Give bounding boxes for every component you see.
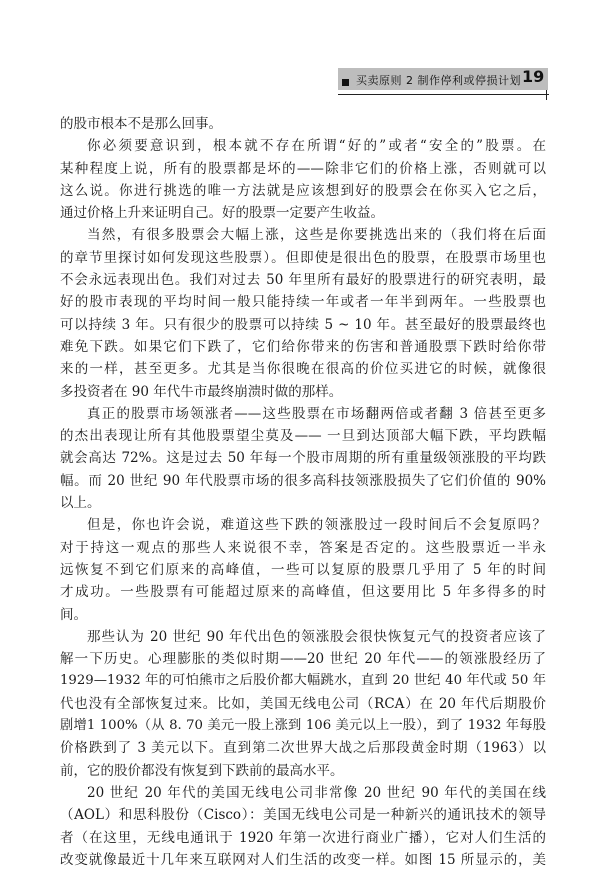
text-line: 的章节里探讨如何发现这些股票）。但即使是很出色的股票，在股票市场里也 [60,249,546,266]
text-line: 通过价格上升来证明自己。好的股票一定要产生收益。 [60,205,384,222]
text-line: 间。 [60,606,87,623]
text-line: 解一下历史。心理膨胀的类似时期——20 世纪 20 年代——的领涨股经历了 [60,651,546,668]
text-line: 前，它的股价都没有恢复到下跌前的最高水平。 [60,762,344,779]
text-line: 真正的股票市场领涨者——这些股票在市场翻两倍或者翻 3 倍甚至更多 [87,405,546,422]
text-line: 那些认为 20 世纪 90 年代出色的领涨股会很快恢复元气的投资者应该了 [87,628,546,645]
text-line: 对于持这一观点的那些人来说很不幸，答案是否定的。这些股票近一半永 [60,539,546,556]
text-line: 当然，有很多股票会大幅上涨，这些是你要挑选出来的（我们将在后面 [87,227,546,244]
text-line: 以上。 [60,495,101,512]
text-line: 20 世纪 20 年代的美国无线电公司非常像 20 世纪 90 年代的美国在线 [87,784,546,801]
text-line: 可以持续 3 年。只有很少的股票可以持续 5 ~ 10 年。甚至最好的股票最终也 [60,316,546,333]
text-line: 的杰出表现让所有其他股票望尘莫及—— 一旦到达顶部大幅下跌，平均跌幅 [60,428,546,445]
text-line: 的股市根本不是那么回事。 [60,116,222,132]
text-line: 才成功。一些股票有可能超过原来的高峰值，但这要用比 5 年多得多的时 [60,584,546,601]
text-line: 者（在这里，无线电通讯于 1920 年第一次进行商业广播），它对人们生活的 [60,829,546,846]
text-line: 多投资者在 90 年代牛市最终崩溃时做的那样。 [60,383,343,400]
header-square-icon [342,79,349,86]
text-line: 来的一样，甚至更多。尤其是当你很晚在很高的价位买进它的时候，就像很 [60,361,546,378]
body-text [60,113,546,871]
text-line: 代也没有全部恢复过来。比如，美国无线电公司（RCA）在 20 年代后期股价 [60,695,546,712]
text-line: 不会永远表现出色。我们对过去 50 年里所有最好的股票进行的研究表明，最 [60,272,546,289]
text-line: 远恢复不到它们原来的高峰值，一些可以复原的股票几乎用了 5 年的时间 [60,561,546,578]
text-line: 这么说。你进行挑选的唯一方法就是应该想到好的股票会在你买入它之后， [60,182,546,199]
text-line: 难免下跌。如果它们下跌了，它们给你带来的伤害和普通股票下跌时给你带 [60,338,546,355]
text-line: 价格跌到了 3 美元以下。直到第二次世界大战之后那段黄金时期（1963）以 [60,740,546,757]
header-rule-tick [546,90,547,100]
header-rule [338,94,549,95]
text-line: 1929—1932 年的可怕熊市之后股价都大幅跳水，直到 20 世纪 40 年代或 50 年 [60,673,546,689]
text-line: 好的股市表现的平均时间一般只能持续一年或者一年半到两年。一些股票也 [60,294,546,311]
text-line: 幅。而 20 世纪 90 年代股票市场的很多高科技领涨股损失了它们价值的 90% [60,472,546,489]
chapter-running-title: 买卖原则 2 制作停利或停损计划 [356,74,521,87]
text-line: 某种程度上说，所有的股票都是坏的——除非它们的价格上涨，否则就可以 [60,160,546,177]
text-line: 剧增1 100%（从 8. 70 美元一股上涨到 106 美元以上一股），到了 1932 年每股 [60,718,546,734]
text-line: 你必须要意识到，根本就不存在所谓“好的”或者“安全的”股票。在 [87,138,546,155]
text-line: 就会高达 72%。这是过去 50 年每一个股市周期的所有重量级领涨股的平均跌 [60,450,546,467]
text-line: 但是，你也许会说，难道这些下跌的领涨股过一段时间后不会复原吗？ [87,517,546,534]
text-line: 改变就像最近十几年来互联网对人们生活的改变一样。如图 15 所显示的，美 [60,851,546,868]
text-line: （AOL）和思科股份（Cisco）：美国无线电公司是一种新兴的通讯技术的领导 [60,807,546,824]
page-number: 19 [522,67,545,86]
